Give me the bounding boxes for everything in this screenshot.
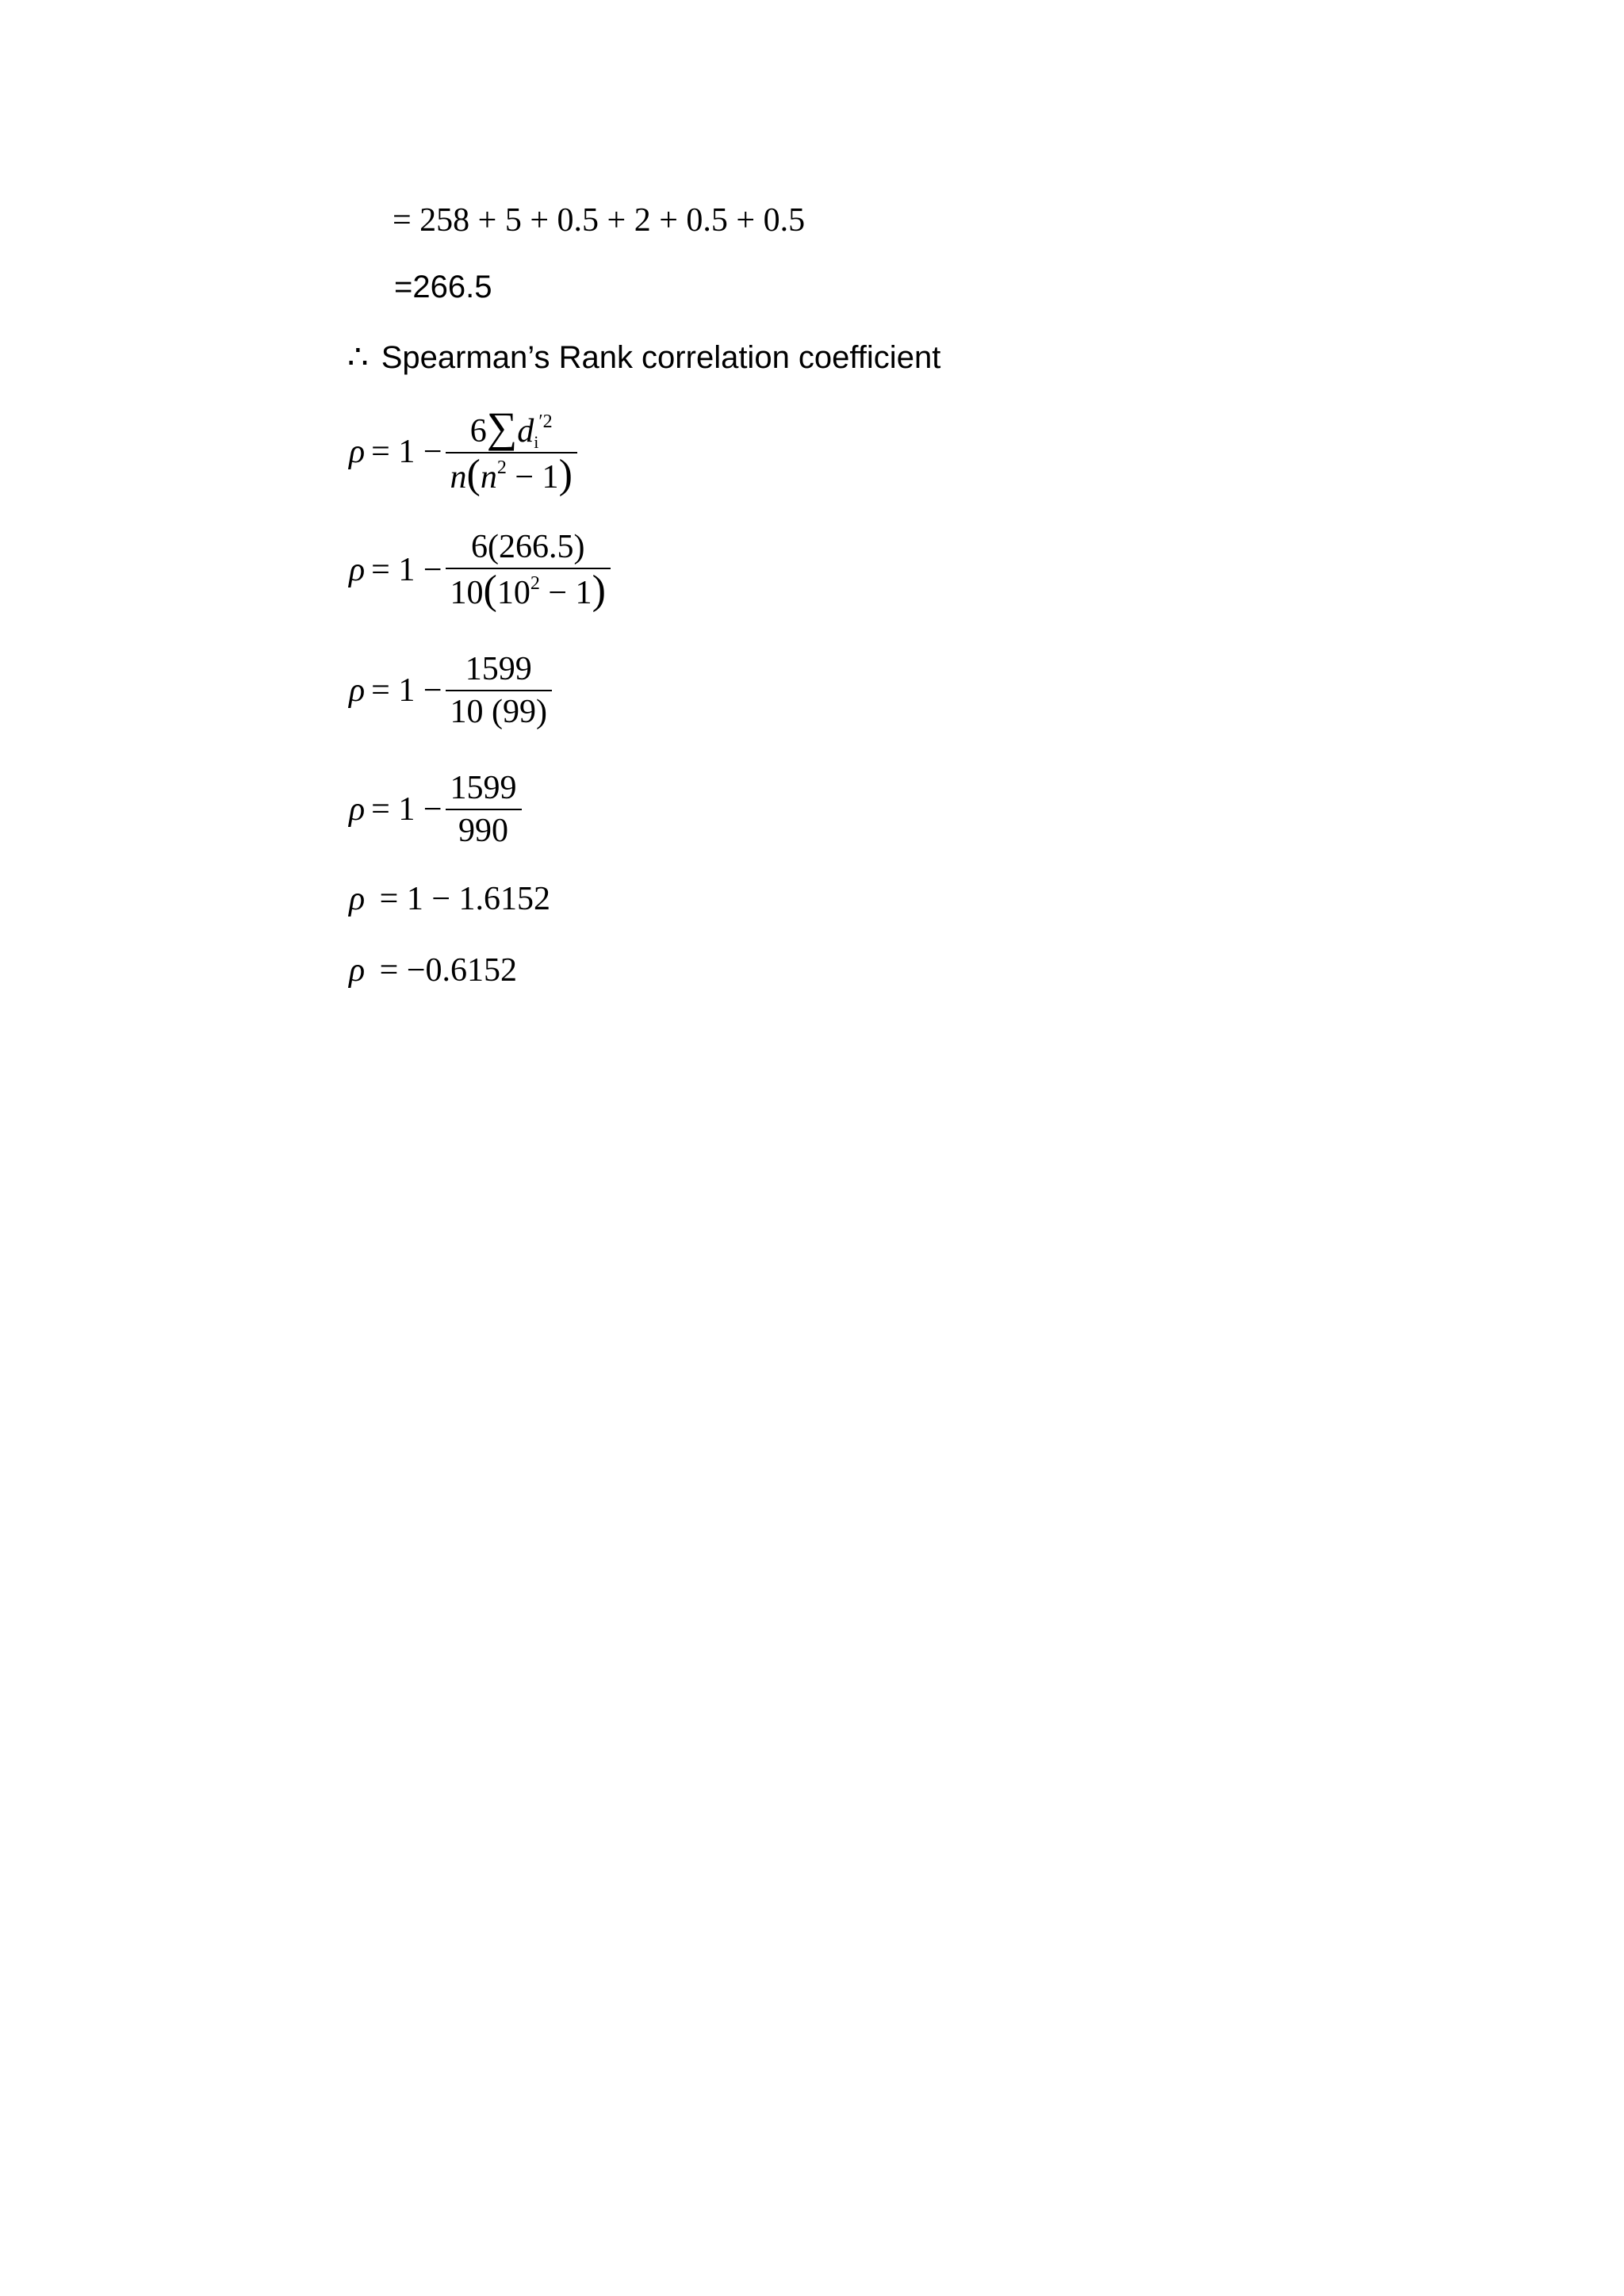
step-5 <box>349 951 517 989</box>
heading-line <box>347 337 940 377</box>
rho-symbol: ρ <box>349 552 366 589</box>
step-1-lhs: ρ = 1 − <box>349 552 442 589</box>
step-1-denominator: $10(10^2 - 1)$ <box>450 568 606 614</box>
formula-lhs: ρ = 1 − <box>349 433 442 470</box>
step-1 <box>349 529 611 614</box>
rho-symbol: ρ <box>349 881 366 917</box>
step-3 <box>349 771 522 848</box>
step-3-numerator: 1599 <box>450 770 517 806</box>
heading-text: Spearman’s Rank correlation coefficient <box>381 340 941 375</box>
rho-symbol: ρ <box>349 672 366 710</box>
sigma-symbol: ∑ <box>486 404 518 451</box>
step-2-denominator: 10 (99) <box>450 694 548 731</box>
step-2 <box>349 652 552 729</box>
step-5-text: ρ = −0.6152 <box>349 952 518 989</box>
step-2-fraction <box>446 652 552 729</box>
step-2-lhs: ρ = 1 − <box>349 672 442 710</box>
step-3-fraction <box>446 771 522 848</box>
step-4 <box>349 880 550 918</box>
rho-symbol: ρ <box>349 791 366 828</box>
rho-symbol: ρ <box>349 433 366 470</box>
step-1-numerator: 6(266.5) <box>470 529 585 565</box>
fraction-bar <box>446 568 611 569</box>
therefore-symbol: ∴ <box>347 339 369 376</box>
step-1-fraction <box>446 529 611 614</box>
step-3-lhs: ρ = 1 − <box>349 791 442 828</box>
sum-expansion: = 258 + 5 + 0.5 + 2 + 0.5 + 0.5 <box>393 202 806 239</box>
fraction-bar <box>446 809 522 810</box>
formula-numerator: $6\sum di^{'2}$ <box>469 404 553 452</box>
rho-symbol: ρ <box>349 952 366 989</box>
sum-result: =266.5 <box>394 270 492 304</box>
step-2-numerator: 1599 <box>465 651 532 687</box>
step-4-text: ρ = 1 − 1.6152 <box>349 881 551 917</box>
step-3-denominator: 990 <box>458 813 509 850</box>
formula-fraction <box>446 404 577 498</box>
formula-denominator: $n(n^2 - 1)$ <box>450 452 573 498</box>
spearman-formula <box>349 404 577 498</box>
fraction-bar <box>446 690 552 691</box>
fraction-bar <box>446 452 577 453</box>
